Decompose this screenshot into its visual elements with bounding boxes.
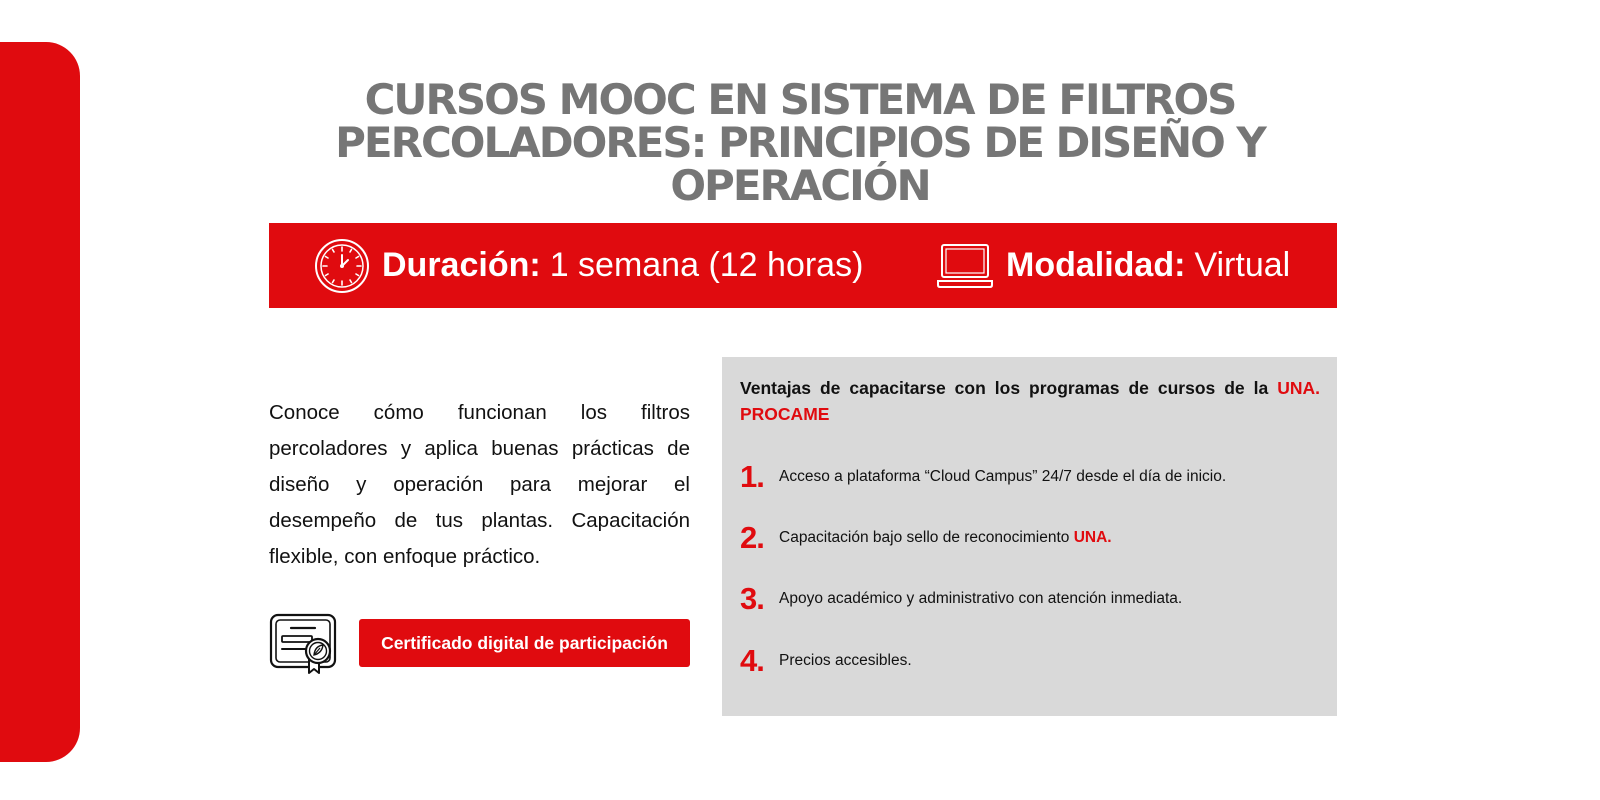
title-line-3: OPERACIÓN <box>670 161 930 210</box>
certificate-button[interactable]: Certificado digital de participación <box>359 619 690 667</box>
benefit-number: 1. <box>740 459 764 494</box>
course-info-band <box>269 223 1337 308</box>
modality-label: Modalidad: <box>1006 246 1186 284</box>
title-line-1: CURSOS MOOC EN SISTEMA DE FILTROS <box>364 75 1236 124</box>
modality-value: Virtual <box>1194 246 1291 284</box>
benefit-item <box>740 581 1320 617</box>
benefit-text: Precios accesibles. <box>779 652 912 669</box>
benefit-number: 2. <box>740 520 764 555</box>
duration-value: 1 semana (12 horas) <box>549 246 864 284</box>
benefit-item <box>740 643 1320 679</box>
title-line-2: PERCOLADORES: PRINCIPIOS DE DISEÑO Y <box>335 118 1265 167</box>
certificate-icon <box>269 613 337 675</box>
benefit-highlight: UNA. <box>1073 529 1112 546</box>
benefit-number: 4. <box>740 643 764 678</box>
duration-info <box>314 223 863 308</box>
benefits-panel <box>722 357 1337 716</box>
benefits-heading-brand: UNA. PROCAME <box>740 378 1320 424</box>
benefit-text: Apoyo académico y administrativo con atención inmediata. <box>779 590 1183 607</box>
benefit-text-group <box>779 529 1112 547</box>
benefit-item <box>740 520 1320 556</box>
duration-label: Duración: <box>382 246 541 284</box>
benefit-item <box>740 459 1320 495</box>
benefit-text: Acceso a plataforma “Cloud Campus” 24/7 desde el día de inicio. <box>779 468 1227 485</box>
benefit-number: 3. <box>740 581 764 616</box>
modality-info <box>936 223 1290 308</box>
benefits-heading <box>740 375 1320 427</box>
benefits-heading-text: Ventajas de capacitarse con los programas de cursos de la <box>740 378 1269 398</box>
left-accent-bar <box>0 42 80 762</box>
benefit-text: Capacitación bajo sello de reconocimiento <box>779 529 1070 546</box>
page-title <box>300 75 1300 210</box>
laptop-icon <box>936 243 994 289</box>
course-description: Conoce cómo funcionan los filtros percoladores y aplica buenas prácticas de diseño y operación para mejorar el desempeño de tus plantas. Capacitación flexible, con enfoque práctico. <box>269 401 690 568</box>
clock-icon <box>314 238 370 294</box>
